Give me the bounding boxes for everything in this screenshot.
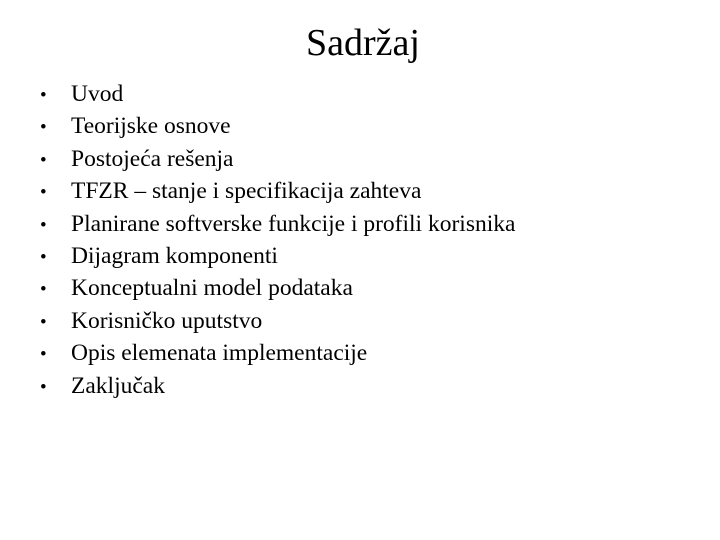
list-item-text: Opis elemenata implementacije bbox=[71, 340, 368, 367]
list-item-text: Uvod bbox=[71, 81, 124, 107]
list-item bbox=[40, 143, 515, 175]
bullet-icon: • bbox=[40, 246, 47, 268]
list-item bbox=[40, 110, 515, 142]
slide-title bbox=[0, 18, 720, 68]
list-item bbox=[40, 305, 515, 337]
list-item bbox=[40, 272, 515, 304]
bullet-icon: • bbox=[40, 117, 47, 139]
bullet-icon: • bbox=[40, 214, 47, 236]
bullet-icon: • bbox=[40, 85, 47, 106]
list-item-text: TFZR – stanje i specifikacija zahteva bbox=[71, 178, 422, 205]
list-item-text: Korisničko uputstvo bbox=[71, 307, 263, 334]
list-item-text: Konceptualni model podataka bbox=[71, 275, 353, 302]
list-item-text: Dijagram komponenti bbox=[71, 242, 278, 269]
list-item bbox=[40, 78, 515, 110]
bullet-icon: • bbox=[40, 149, 47, 171]
slide-title-text: Sadržaj bbox=[306, 22, 420, 64]
list-item-text: Zaključak bbox=[71, 372, 165, 399]
list-item bbox=[40, 337, 515, 369]
list-item-text: Postojeća rešenja bbox=[71, 145, 234, 172]
contents-list bbox=[40, 78, 515, 402]
list-item-text: Planirane softverske funkcije i profili korisnika bbox=[71, 210, 516, 237]
bullet-icon: • bbox=[40, 279, 47, 301]
bullet-icon: • bbox=[40, 376, 47, 398]
bullet-icon: • bbox=[40, 182, 47, 204]
list-item bbox=[40, 208, 515, 240]
bullet-icon: • bbox=[40, 311, 47, 333]
list-item bbox=[40, 370, 515, 402]
list-item bbox=[40, 240, 515, 272]
bullet-icon: • bbox=[40, 344, 47, 366]
list-item bbox=[40, 175, 515, 207]
list-item-text: Teorijske osnove bbox=[71, 113, 231, 140]
